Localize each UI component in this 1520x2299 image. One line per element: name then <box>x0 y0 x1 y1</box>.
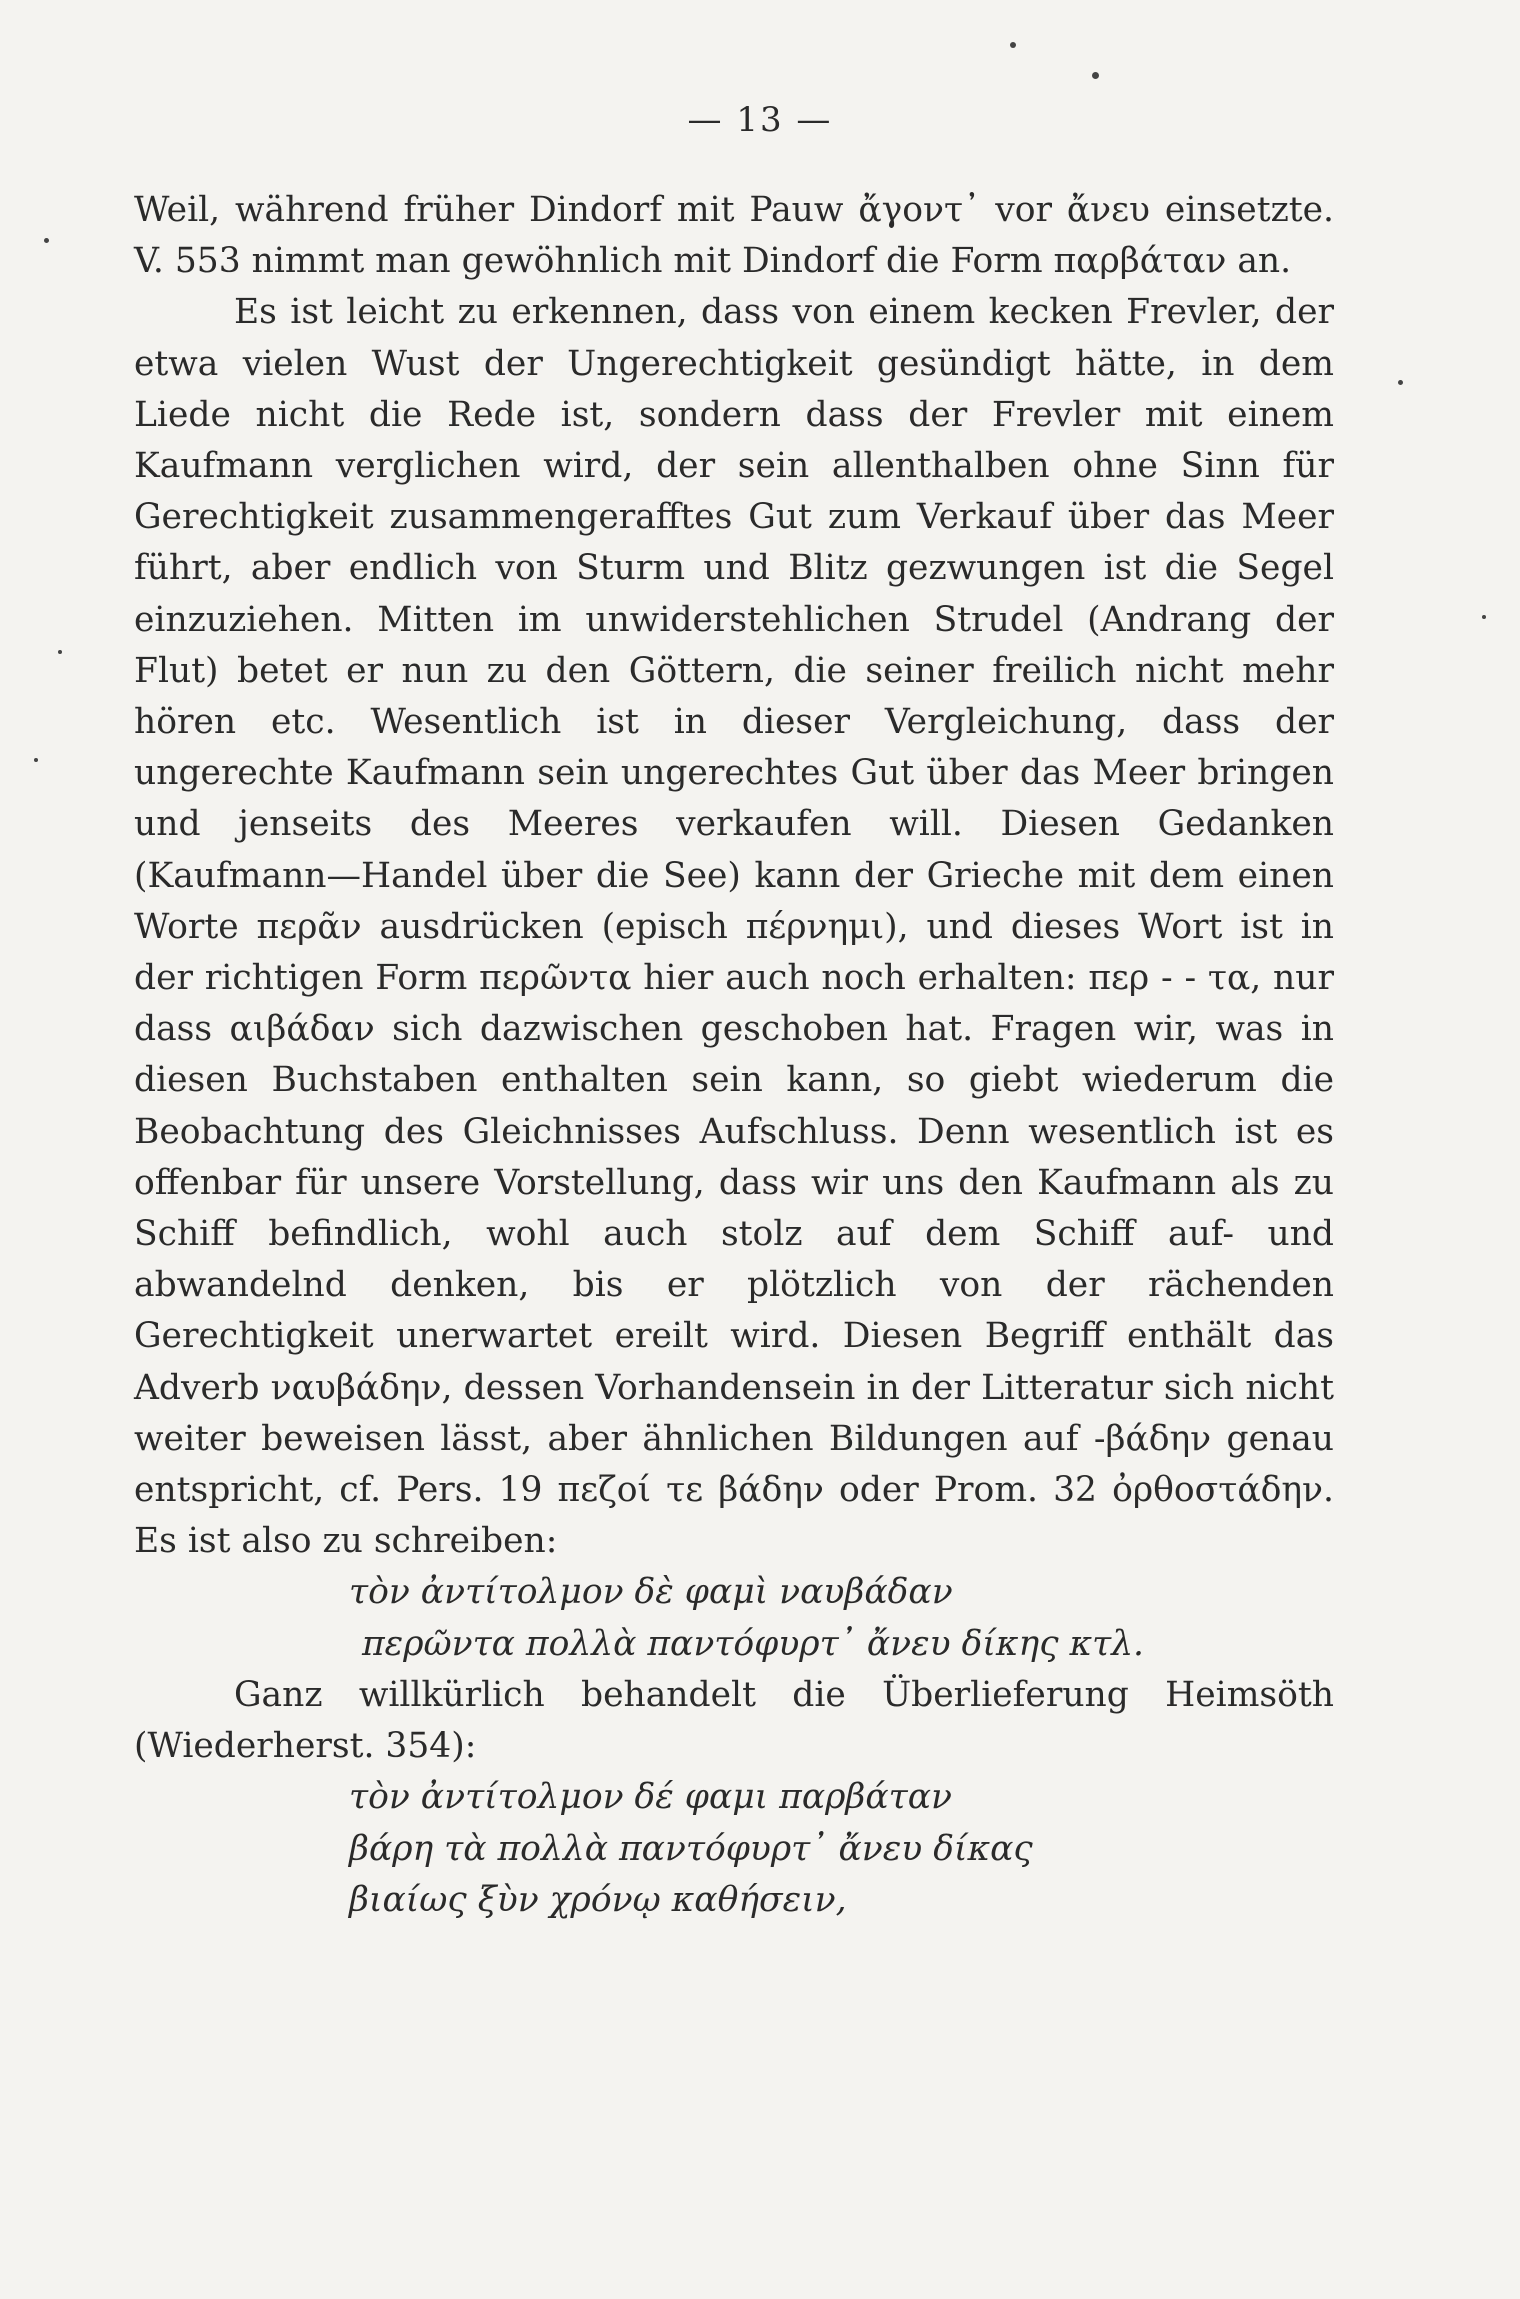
verse-line: τὸν ἀντίτολμον δέ φαμι παρβάταν <box>349 1777 953 1818</box>
scan-speck <box>34 758 38 762</box>
paragraph-2: Es ist leicht zu erkennen, dass von einem kecken Frevler, der etwa vielen Wust der Ungerechtigkeit gesündigt hätte, in dem Liede nicht die Rede ist, sondern dass der Frevler mit einem Kaufmann verglichen wird, der sein allenthalben ohne Sinn für Gerechtigkeit zusammengerafftes Gut zum Verkauf über das Meer führt, aber endlich von Sturm und Blitz gezwungen ist die Segel einzuziehen. Mitten im unwiderstehlichen Strudel (Andrang der Flut) betet er nun zu den Göttern, die seiner freilich nicht mehr hören etc. Wesentlich ist in dieser Vergleichung, dass der ungerechte Kaufmann sein ungerechtes Gut über das Meer bringen und jenseits des Meeres verkaufen will. Diesen Gedanken (Kaufmann—Handel über die See) kann der Grieche mit dem einen Worte περᾶν ausdrücken (episch πέρνημι), und dieses Wort ist in der richtigen Form περῶντα hier auch noch erhalten: περ - - τα, nur dass αιβάδαν sich dazwischen geschoben hat. Fragen wir, was in diesen Buchstaben enthalten sein kann, so giebt wiederum die Beobachtung des Gleichnisses Aufschluss. Denn wesentlich ist es offenbar für unsere Vorstellung, dass wir uns den Kaufmann als zu Schiff befindlich, wohl auch stolz auf dem Schiff auf- und abwandelnd denken, bis er plötzlich von der rächenden Gerechtigkeit unerwartet ereilt wird. Diesen Begriff enthält das Adverb ναυβάδην, dessen Vorhandensein in der Litteratur sich nicht weiter beweisen lässt, aber ähnlichen Bildungen auf -βάδην genau entspricht, cf. Pers. 19 πεζοί τε βάδην oder Prom. 32 ὀρθοστάδην. Es ist also zu schreiben: <box>134 292 1334 1562</box>
verse-line: βάρη τὰ πολλὰ παντόφυρτ᾽ ἄνευ δίκας <box>349 1828 1033 1869</box>
scan-speck <box>58 650 62 654</box>
greek-quotation-1 <box>134 1567 1334 1669</box>
scan-speck <box>44 238 49 243</box>
verse-line: βιαίως ξὺν χρόνῳ καθήσειν, <box>349 1879 847 1920</box>
paragraph-1: Weil, während früher Dindorf mit Pauw ἄγοντ᾽ vor ἄνευ einsetzte. V. 553 nimmt man gewöhnlich mit Dindorf die Form παρβάταν an. <box>134 190 1334 282</box>
scan-speck <box>1482 615 1486 619</box>
body-text <box>134 185 1334 1926</box>
greek-quotation-2 <box>134 1772 1334 1926</box>
scan-speck <box>1010 42 1016 48</box>
verse-line: τὸν ἀντίτολμον δὲ φαμὶ ναυβάδαν <box>349 1572 953 1613</box>
scan-speck <box>1398 380 1403 385</box>
scan-speck <box>1092 72 1099 79</box>
verse-line: περῶντα πολλὰ παντόφυρτ᾽ ἄνευ δίκης κτλ. <box>362 1623 1145 1664</box>
paragraph-3: Ganz willkürlich behandelt die Überlieferung Heimsöth (Wiederherst. 354): <box>134 1674 1334 1767</box>
page-number: — 13 — <box>687 100 833 140</box>
